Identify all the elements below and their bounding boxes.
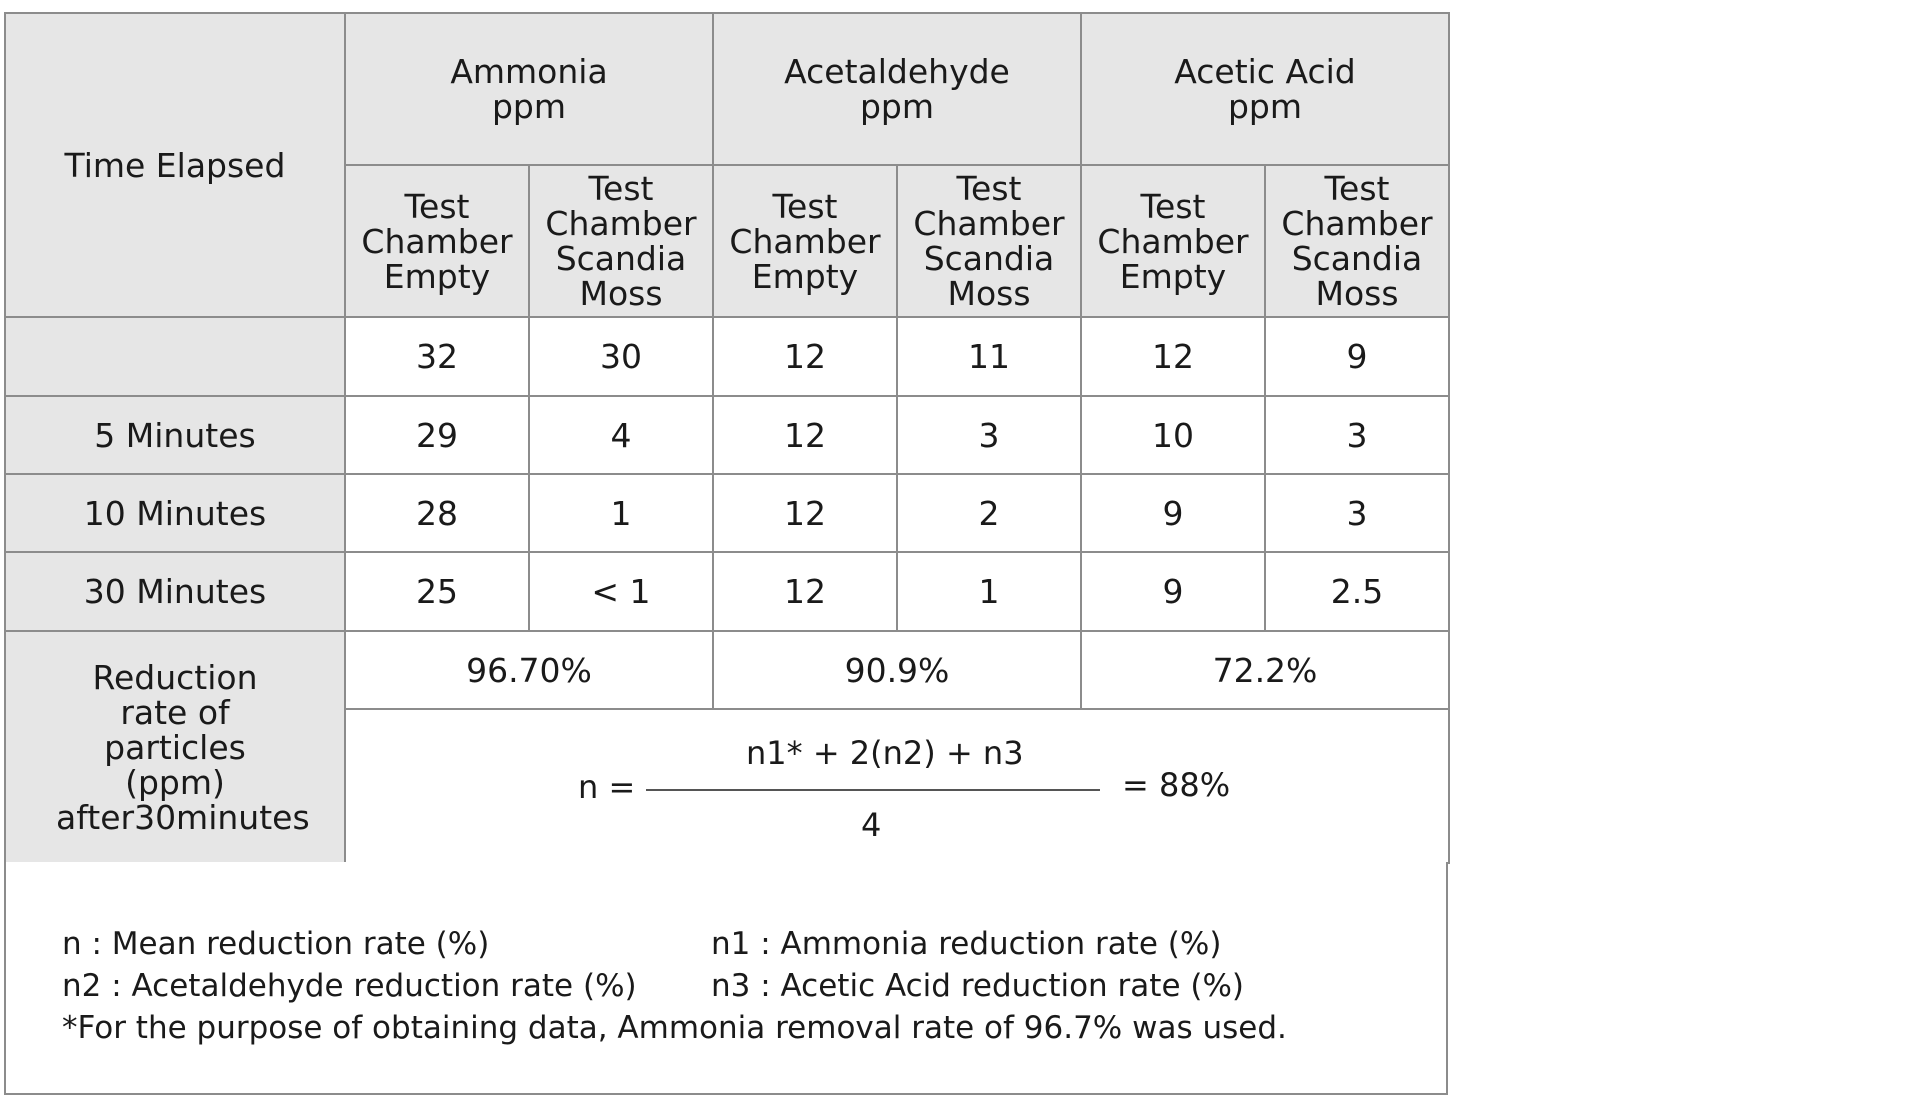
table-cell: 12 (1081, 317, 1265, 396)
table-cell: 30 (529, 317, 713, 396)
table-cell: 3 (897, 396, 1081, 474)
gas-header-acetaldehyde (713, 13, 1081, 165)
gas-header-ammonia (345, 13, 713, 165)
subheader-empty: Test Chamber Empty (345, 165, 529, 317)
reduction-rate-acetic-acid: 72.2% (1081, 631, 1449, 709)
fraction-bar (646, 789, 1100, 791)
table-cell: 4 (529, 396, 713, 474)
note-footnote: *For the purpose of obtaining data, Ammonia removal rate of 96.7% was used. (62, 1010, 1287, 1046)
table-cell: 9 (1265, 317, 1449, 396)
row-label: 30 Minutes (5, 552, 345, 631)
gas-name: Ammonia (450, 52, 608, 91)
table-cell: 32 (345, 317, 529, 396)
table-cell: 2.5 (1265, 552, 1449, 631)
table-cell: 3 (1265, 474, 1449, 552)
table-cell: 28 (345, 474, 529, 552)
note-n1: n1 : Ammonia reduction rate (%) (711, 926, 1222, 962)
reduction-table-figure (4, 12, 1448, 1095)
formula-lhs: n = (578, 768, 636, 806)
table-cell: 11 (897, 317, 1081, 396)
table-row (5, 474, 1449, 552)
reduction-rate-ammonia: 96.70% (345, 631, 713, 709)
gas-unit: ppm (859, 87, 935, 126)
table-cell: 9 (1081, 474, 1265, 552)
table-cell: 12 (713, 396, 897, 474)
table-cell: 1 (897, 552, 1081, 631)
table-row (5, 552, 1449, 631)
notes-box (4, 862, 1448, 1095)
table-cell: 3 (1265, 396, 1449, 474)
table-cell: < 1 (529, 552, 713, 631)
note-n: n : Mean reduction rate (%) (62, 926, 490, 962)
row-label: 5 Minutes (5, 396, 345, 474)
time-elapsed-header: Time Elapsed (5, 13, 345, 317)
table-cell: 12 (713, 552, 897, 631)
table-cell: 12 (713, 474, 897, 552)
formula-denominator: 4 (861, 806, 882, 844)
data-table (4, 12, 1450, 864)
table-row (5, 396, 1449, 474)
mean-reduction-formula (345, 709, 1449, 863)
table-cell: 2 (897, 474, 1081, 552)
subheader-moss: Test Chamber Scandia Moss (529, 165, 713, 317)
note-n2: n2 : Acetaldehyde reduction rate (%) (62, 968, 637, 1004)
note-n3: n3 : Acetic Acid reduction rate (%) (711, 968, 1245, 1004)
reduction-rate-label: Reduction rate of particles (ppm) after30minutes (5, 631, 345, 863)
formula-numerator: n1* + 2(n2) + n3 (746, 734, 1024, 772)
subheader-empty: Test Chamber Empty (713, 165, 897, 317)
gas-unit: ppm (1227, 87, 1303, 126)
subheader-moss: Test Chamber Scandia Moss (897, 165, 1081, 317)
subheader-empty: Test Chamber Empty (1081, 165, 1265, 317)
table-cell: 1 (529, 474, 713, 552)
table-cell: 12 (713, 317, 897, 396)
row-label: 10 Minutes (5, 474, 345, 552)
reduction-rate-acetaldehyde: 90.9% (713, 631, 1081, 709)
gas-header-acetic-acid (1081, 13, 1449, 165)
subheader-moss: Test Chamber Scandia Moss (1265, 165, 1449, 317)
table-row (5, 317, 1449, 396)
gas-name: Acetic Acid (1174, 52, 1356, 91)
row-label (5, 317, 345, 396)
formula-result: = 88% (1122, 766, 1231, 804)
table-cell: 25 (345, 552, 529, 631)
table-cell: 10 (1081, 396, 1265, 474)
gas-unit: ppm (491, 87, 567, 126)
table-cell: 29 (345, 396, 529, 474)
gas-name: Acetaldehyde (784, 52, 1010, 91)
table-cell: 9 (1081, 552, 1265, 631)
